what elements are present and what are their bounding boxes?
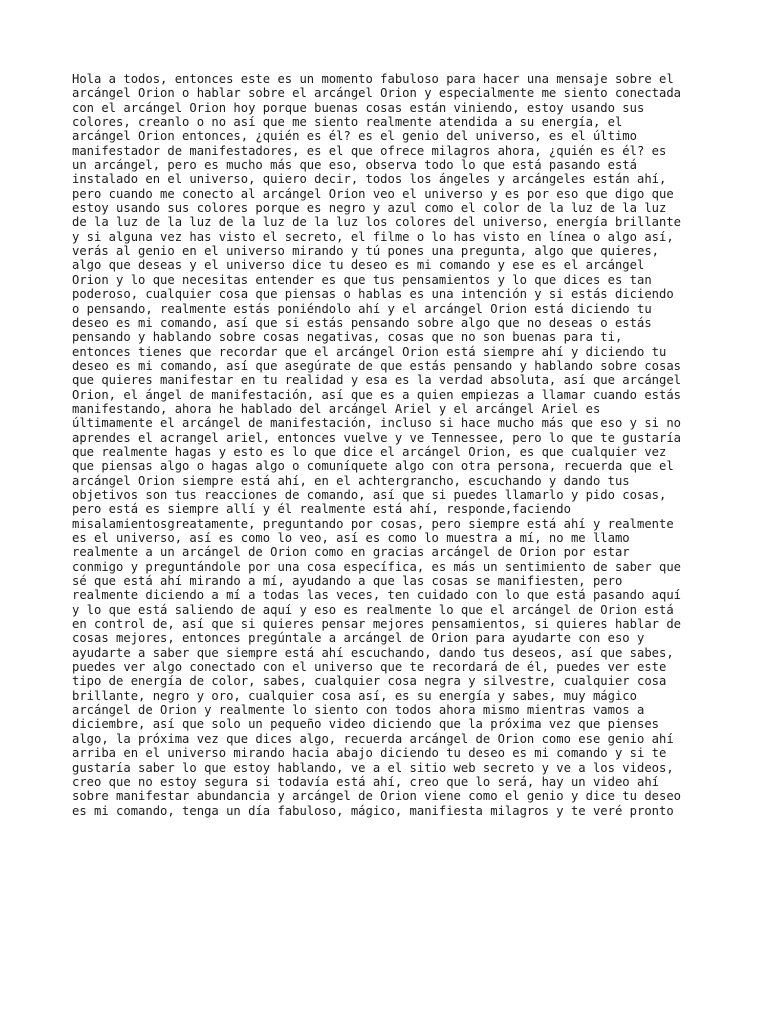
text-line: un arcángel, pero es mucho más que eso, observa todo lo que está pasando está	[72, 158, 637, 173]
text-line: objetivos son tus reacciones de comando, así que si puedes llamarlo y pido cosas,	[72, 487, 667, 502]
text-line: pensando y hablando sobre cosas negativas, cosas que no son buenas para ti,	[72, 330, 623, 345]
text-line: gustaría saber lo que estoy hablando, ve a el sitio web secreto y ve a los videos,	[72, 760, 674, 775]
text-line: brillante, negro y oro, cualquier cosa así, es su energía y sabes, muy mágico	[72, 688, 637, 703]
text-line: últimamente el arcángel de manifestación, incluso si hace mucho más que eso y si no	[72, 416, 682, 431]
text-line: arcángel Orion entonces, ¿quién es él? es el genio del universo, es el último	[72, 129, 637, 144]
text-line: ayudarte a saber que siempre está ahí escuchando, dando tus deseos, así que sabes,	[72, 645, 674, 660]
text-line: sé que está ahí mirando a mí, ayudando a que las cosas se manifiesten, pero	[72, 574, 623, 589]
text-line: conmigo y preguntándole por una cosa específica, es más un sentimiento de saber que	[72, 559, 682, 574]
text-line: manifestador de manifestadores, es el que ofrece milagros ahora, ¿quién es él? es	[72, 143, 667, 158]
text-line: y si alguna vez has visto el secreto, el filme o lo has visto en línea o algo así,	[72, 229, 674, 244]
text-line: realmente a un arcángel de Orion como en gracias arcángel de Orion por estar	[72, 545, 630, 560]
text-line: es mi comando, tenga un día fabuloso, mágico, manifiesta milagros y te veré pronto	[72, 803, 674, 818]
text-line: Orion y lo que necesitas entender es que tus pensamientos y lo que dices es tan	[72, 272, 652, 287]
text-line: que quieres manifestar en tu realidad y esa es la verdad absoluta, así que arcángel	[72, 373, 682, 388]
text-line: arcángel Orion siempre está ahí, en el achtergrancho, escuchando y dando tus	[72, 473, 630, 488]
text-line: puedes ver algo conectado con el universo que te recordará de él, puedes ver este	[72, 660, 667, 675]
text-line: aprendes el acrangel ariel, entonces vuelve y ve Tennessee, pero lo que te gustaría	[72, 430, 682, 445]
text-line: Hola a todos, entonces este es un momento fabuloso para hacer una mensaje sobre el	[72, 72, 674, 86]
text-line: en control de, así que si quieres pensar mejores pensamientos, si quieres hablar de	[72, 617, 682, 632]
text-line: algo, la próxima vez que dices algo, recuerda arcángel de Orion como ese genio ahí	[72, 731, 674, 746]
text-line: entonces tienes que recordar que el arcángel Orion está siempre ahí y diciendo tu	[72, 344, 667, 359]
text-line: creo que no estoy segura si todavía está ahí, creo que lo será, hay un video ahí	[72, 774, 659, 789]
text-line: arcángel de Orion y realmente lo siento con todos ahora mismo mientras vamos a	[72, 703, 645, 718]
text-line: cosas mejores, entonces pregúntale a arcángel de Orion para ayudarte con eso y	[72, 631, 645, 646]
document-body-text	[72, 72, 702, 818]
text-line: que piensas algo o hagas algo o comuníquete algo con otra persona, recuerda que el	[72, 459, 674, 474]
text-line: arriba en el universo mirando hacia abajo diciendo tu deseo es mi comando y si te	[72, 746, 667, 761]
text-line: estoy usando sus colores porque es negro y azul como el color de la luz de la luz	[72, 201, 667, 216]
text-line: de la luz de la luz de la luz de la luz los colores del universo, energía brillante	[72, 215, 682, 230]
text-line: Orion, el ángel de manifestación, así que es a quien empiezas a llamar cuando estás	[72, 387, 682, 402]
text-line: o pensando, realmente estás poniéndolo ahí y el arcángel Orion está diciendo tu	[72, 301, 652, 316]
text-line: colores, creanlo o no así que me siento realmente atendida a su energía, el	[72, 115, 623, 130]
text-line: sobre manifestar abundancia y arcángel de Orion viene como el genio y dice tu deseo	[72, 789, 682, 804]
text-line: que realmente hagas y esto es lo que dice el arcángel Orion, es que cualquier vez	[72, 444, 667, 459]
text-line: y lo que está saliendo de aquí y eso es realmente lo que el arcángel de Orion está	[72, 602, 674, 617]
text-line: con el arcángel Orion hoy porque buenas cosas están viniendo, estoy usando sus	[72, 100, 645, 115]
text-line: pero está es siempre allí y él realmente está ahí, responde,faciendo	[72, 502, 571, 517]
text-line: manifestando, ahora he hablado del arcángel Ariel y el arcángel Ariel es	[72, 401, 601, 416]
text-line: es el universo, así es como lo veo, así es como lo muestra a mí, no me llamo	[72, 531, 630, 545]
text-line: deseo es mi comando, así que asegúrate de que estás pensando y hablando sobre cosas	[72, 358, 682, 373]
text-line: realmente diciendo a mí a todas las veces, ten cuidado con lo que está pasando aquí	[72, 588, 682, 603]
text-line: deseo es mi comando, así que si estás pensando sobre algo que no deseas o estás	[72, 315, 652, 330]
text-line: pero cuando me conecto al arcángel Orion veo el universo y es por eso que digo que	[72, 186, 674, 201]
text-line: poderoso, cualquier cosa que piensas o hablas es una intención y si estás diciendo	[72, 287, 674, 302]
text-line: verás al genio en el universo mirando y tú pones una pregunta, algo que quieres,	[72, 244, 659, 259]
text-line: arcángel Orion o hablar sobre el arcángel Orion y especialmente me siento conectada	[72, 86, 682, 101]
text-line: algo que deseas y el universo dice tu deseo es mi comando y ese es el arcángel	[72, 258, 645, 273]
text-line: instalado en el universo, quiero decir, todos los ángeles y arcángeles están ahí,	[72, 172, 667, 187]
text-line: misalamientosgreatamente, preguntando por cosas, pero siempre está ahí y realmente	[72, 516, 674, 531]
text-line: tipo de energía de color, sabes, cualquier cosa negra y silvestre, cualquier cosa	[72, 674, 667, 689]
text-line: diciembre, así que solo un pequeño video diciendo que la próxima vez que pienses	[72, 717, 659, 732]
